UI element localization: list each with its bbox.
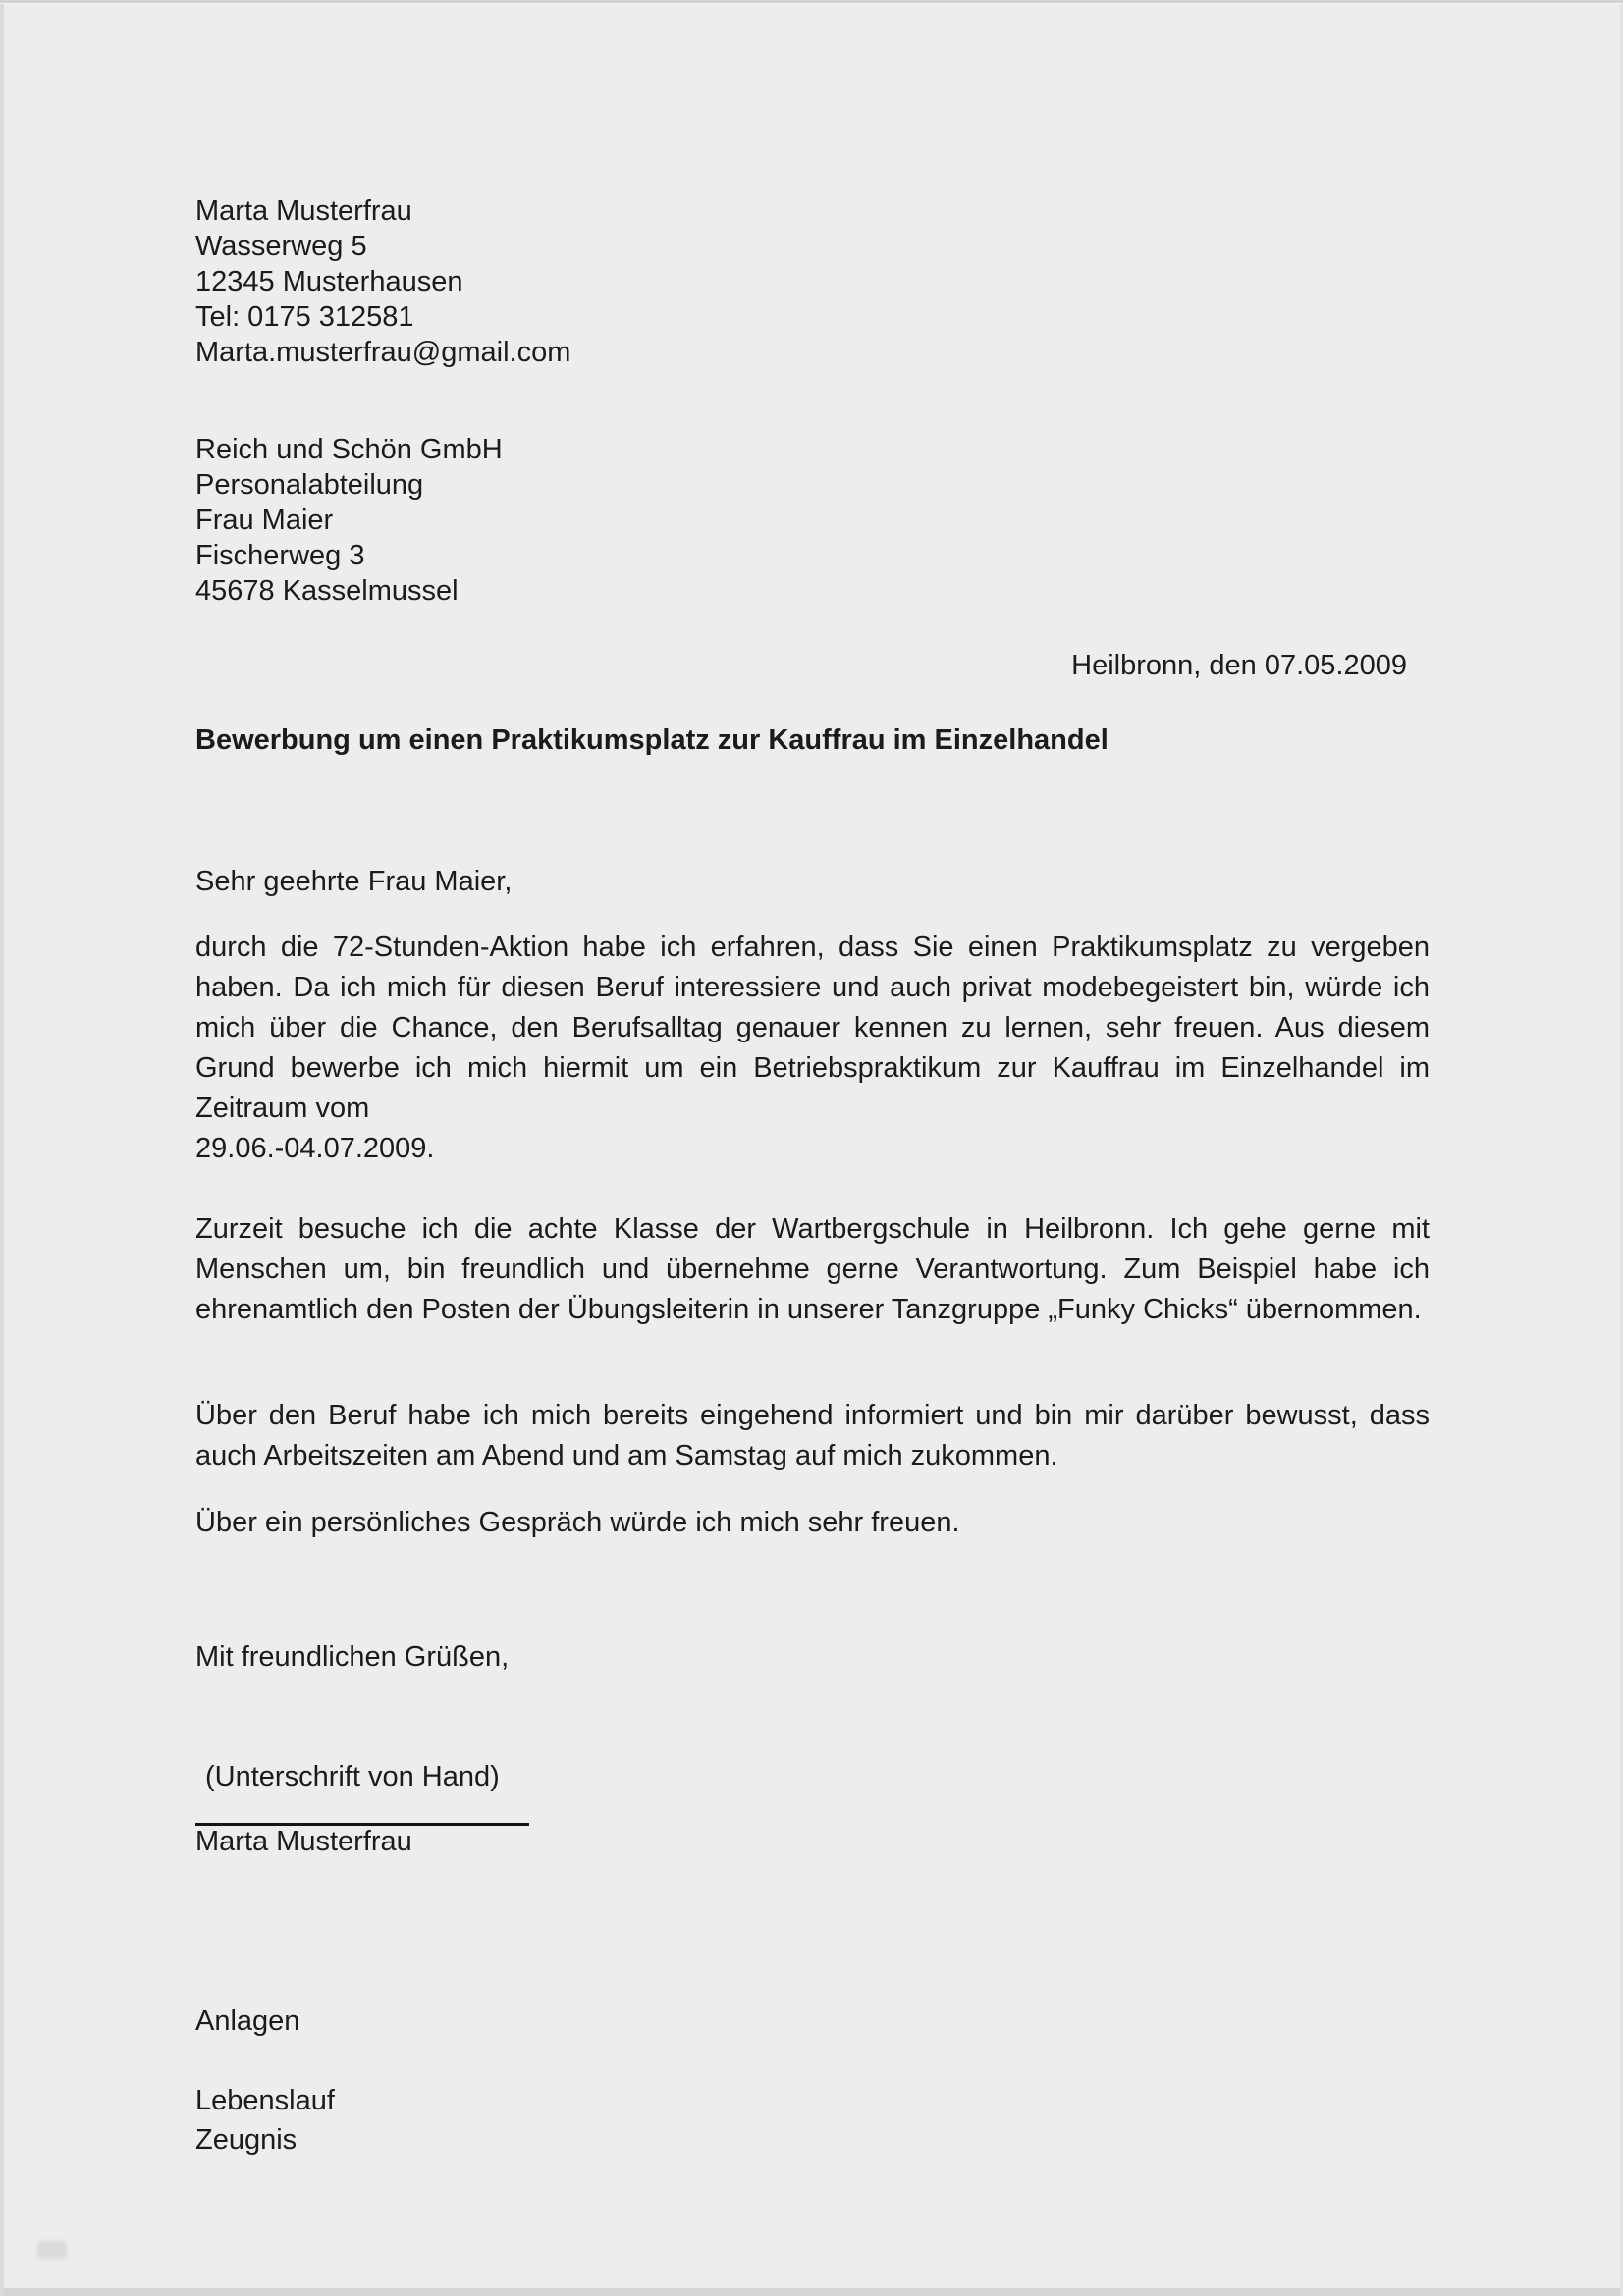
recipient-contact: Frau Maier [195, 505, 334, 536]
internship-date-range: 29.06.-04.07.2009. [195, 1133, 435, 1164]
recipient-street: Fischerweg 3 [195, 540, 365, 571]
sender-phone: Tel: 0175 312581 [195, 301, 414, 333]
recipient-company: Reich und Schön GmbH [195, 434, 503, 465]
date-line: Heilbronn, den 07.05.2009 [1071, 650, 1407, 681]
sender-address-block [195, 193, 1430, 370]
paragraph-intro [195, 928, 1430, 1169]
salutation: Sehr geehrte Frau Maier, [195, 866, 513, 897]
sender-street: Wasserweg 5 [195, 231, 367, 262]
sender-email: Marta.musterfrau@gmail.com [195, 337, 571, 368]
paragraph-awareness: Über den Beruf habe ich mich bereits eingehend informiert und bin mir darüber bewusst, dass auch Arbeitszeiten am Abend und am Samstag auf mich zukommen. [195, 1400, 1430, 1471]
enclosure-item-zeugnis: Zeugnis [195, 2124, 298, 2156]
recipient-address-block [195, 432, 1430, 609]
enclosure-item-lebenslauf: Lebenslauf [195, 2085, 335, 2116]
sender-city: 12345 Musterhausen [195, 266, 463, 297]
closing-salutation: Mit freundlichen Grüßen, [195, 1641, 510, 1673]
paragraph-meeting-request: Über ein persönliches Gespräch würde ich mich sehr freuen. [195, 1507, 960, 1538]
recipient-city: 45678 Kasselmussel [195, 575, 459, 607]
enclosures-label: Anlagen [195, 2005, 300, 2037]
sender-name: Marta Musterfrau [195, 195, 412, 227]
subject-line: Bewerbung um einen Praktikumsplatz zur Kauffrau im Einzelhandel [195, 724, 1109, 756]
signature-placeholder: (Unterschrift von Hand) [205, 1761, 500, 1792]
paragraph-intro-text: durch die 72-Stunden-Aktion habe ich erfahren, dass Sie einen Praktikumsplatz zu vergeben haben. Da ich mich für diesen Beruf interessiere und auch privat modebegeistert bin, würde ich mich über die Chance, den Berufsalltag genauer kennen zu lernen, sehr freuen. Aus diesem Grund bewerbe ich mich hiermit um ein Betriebspraktikum zur Kauffrau im Einzelhandel im Zeitraum vom [195, 932, 1430, 1124]
signature-name: Marta Musterfrau [195, 1826, 412, 1857]
recipient-department: Personalabteilung [195, 469, 424, 501]
enclosures-list [195, 2081, 1430, 2160]
corner-watermark [37, 2241, 67, 2259]
paragraph-school: Zurzeit besuche ich die achte Klasse der Wartbergschule in Heilbronn. Ich gehe gerne mit Menschen um, bin freundlich und übernehme gerne Verantwortung. Zum Beispiel habe ich ehrenamtlich den Posten der Übungsleiterin in unserer Tanzgruppe „Funky Chicks“ übernommen. [195, 1213, 1430, 1325]
